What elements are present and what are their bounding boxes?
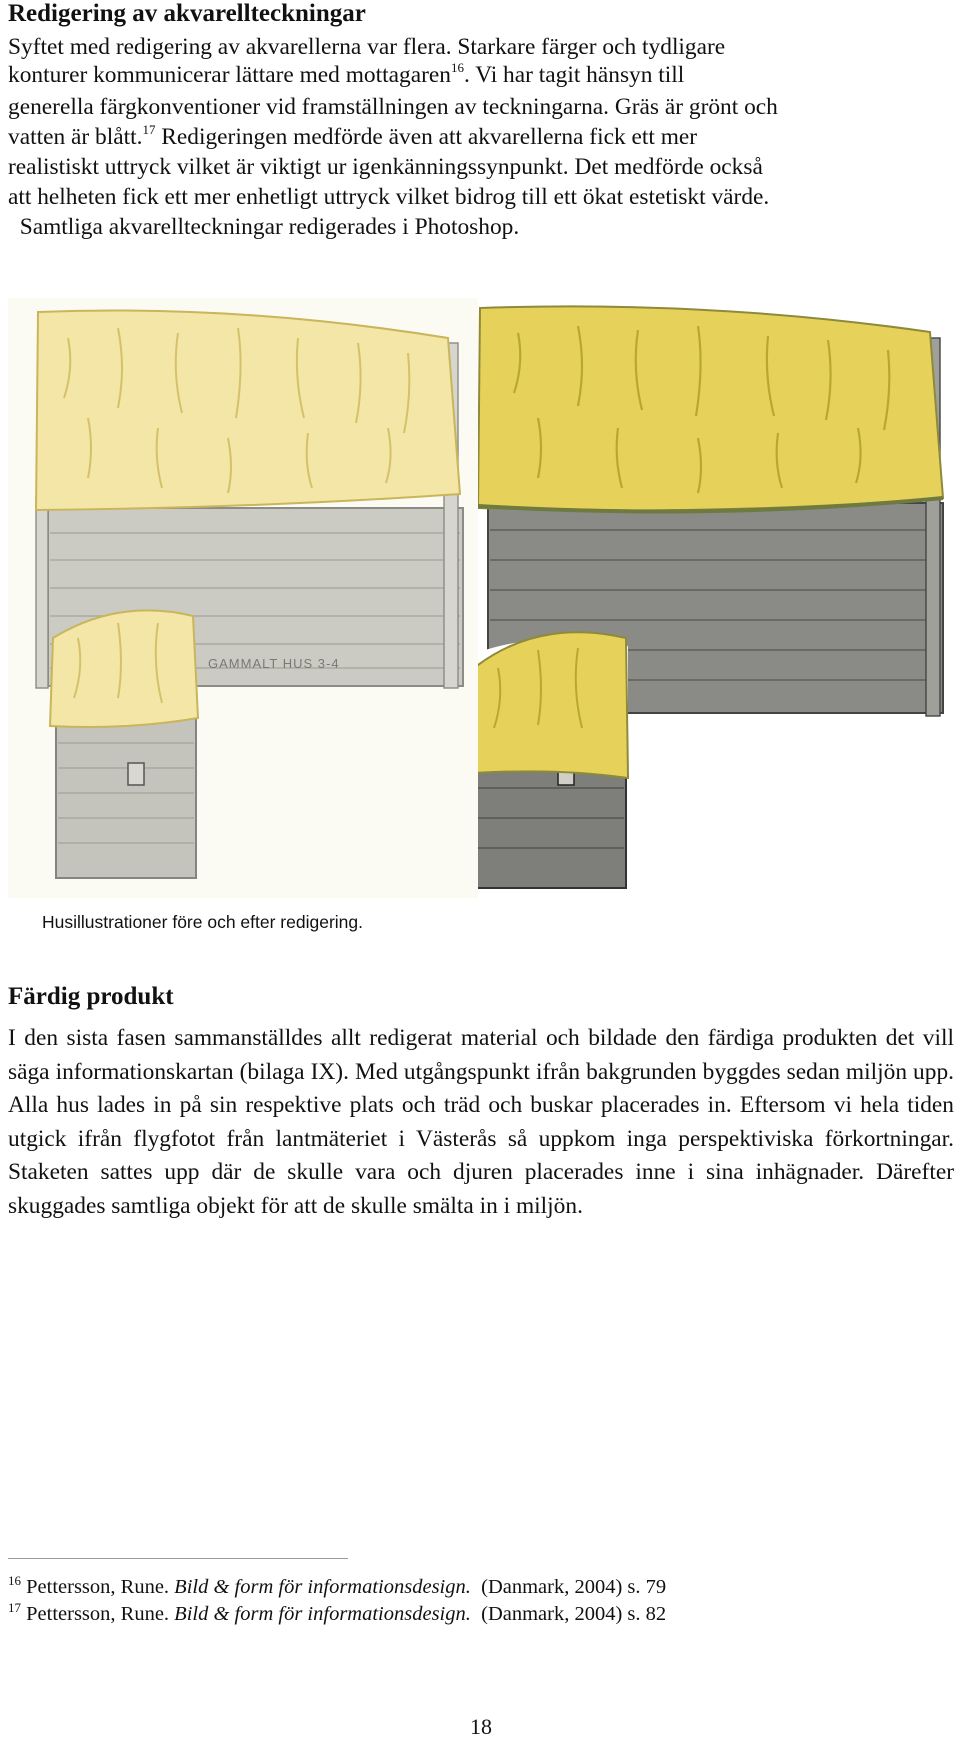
section-heading-redigering: Redigering av akvarellteckningar <box>8 0 366 27</box>
house-illustration-before <box>8 298 478 898</box>
corner-post <box>36 498 48 688</box>
text-line: Syftet med redigering av akvarellerna var flera. Starkare färger och tydligare <box>8 34 726 60</box>
small-window <box>128 763 144 785</box>
footnote-16: $^{16}$ Pettersson, Rune. Bild & form för informationsdesign. (Danmark, 2004) s. 79 <box>8 1573 667 1598</box>
thatch-roof <box>478 306 943 510</box>
thatch-roof <box>36 310 460 510</box>
text-line: vatten är blått.$^{17}$ Redigeringen medförde även att akvarellerna fick ett mer <box>8 122 698 150</box>
small-thatch-roof <box>478 632 628 778</box>
figure-caption: Husillustrationer före och efter redigering. <box>42 912 363 932</box>
sketch-label: GAMMALT HUS 3-4 <box>208 656 340 671</box>
section-heading-fardig-produkt: Färdig produkt <box>8 983 174 1010</box>
small-house-wall <box>56 718 196 878</box>
footnote-number: 16 <box>8 1573 21 1588</box>
text-line: konturer kommunicerar lättare med mottagaren$^{16}$. Vi har tagit hänsyn till <box>8 60 685 88</box>
footnote-ref: 16 <box>450 60 464 75</box>
product-paragraph: I den sista fasen sammanställdes allt redigerat material och bildade den färdiga produkten det vill säga informationskartan (bilaga IX). Med utgångspunkt ifrån bakgrunden byggdes sedan miljön upp. Alla hus lades in på sin respektive plats och träd och buskar placerades in. Eftersom vi hela tiden utgick ifrån flygfotot från lantmäteriet i Västerås så uppkom inga perspektiviska förkortningar. Staketen sattes upp där de skulle vara och djuren placerades inne i sina inhägnader. Därefter skuggades samtliga objekt för att de skulle smälta in i miljön. <box>8 1025 954 1219</box>
text-line: Samtliga akvarellteckningar redigerades i Photoshop. <box>8 214 520 240</box>
page-number: 18 <box>470 1714 492 1739</box>
footnote-separator <box>8 1558 348 1559</box>
text-line: att helheten fick ett mer enhetligt uttryck vilket bidrog till ett ökat estetiskt värde. <box>8 184 770 210</box>
footnote-17: $^{17}$ Pettersson, Rune. Bild & form för informationsdesign. (Danmark, 2004) s. 82 <box>8 1600 667 1625</box>
footnote-number: 17 <box>8 1600 21 1615</box>
small-thatch-roof <box>50 610 198 727</box>
footnote-ref: 17 <box>142 122 156 137</box>
house-illustration-after <box>478 298 960 898</box>
text-line: realistiskt uttryck vilket är viktigt ur igenkänningssynpunkt. Det medförde också <box>8 154 763 180</box>
text-line: generella färgkonventioner vid framställningen av teckningarna. Gräs är grönt och <box>8 94 778 120</box>
